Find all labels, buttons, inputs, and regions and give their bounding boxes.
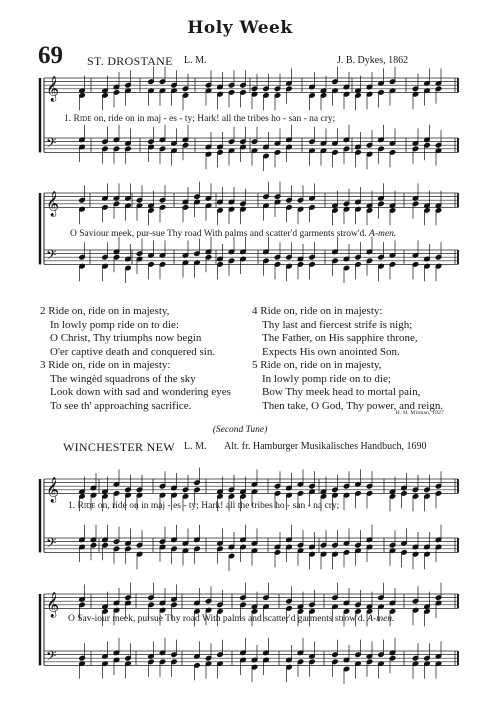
lyric-rest: on, ride on in maj - es - ty; Hark! all the tribes ho - san - na cry;	[91, 114, 336, 124]
verse-line: Then take, O God, Thy power, and reign.	[262, 399, 444, 412]
verse-line: The Father, on His sapphire throne,	[262, 332, 418, 345]
verse-line: 2 Ride on, ride on in majesty,	[40, 305, 170, 317]
verse-line: O Christ, Thy triumphs now begin	[50, 332, 202, 345]
verse-number: 1.	[64, 114, 74, 124]
svg-text:𝄢: 𝄢	[46, 246, 57, 266]
second-tune-label: (Second Tune)	[212, 425, 268, 435]
verse-4	[252, 305, 418, 359]
svg-text:𝄞: 𝄞	[46, 76, 60, 102]
amen-label: A-men.	[369, 229, 397, 239]
verse-5	[252, 359, 443, 413]
verse-line: 4 Ride on, ride on in majesty:	[252, 305, 383, 317]
verse-line: Bow Thy meek head to mortal pain,	[262, 386, 421, 399]
meter-1: L. M.	[184, 55, 207, 66]
verse-line: Expects His own anointed Son.	[262, 345, 400, 358]
svg-text:𝄢: 𝄢	[46, 647, 57, 667]
lyric-line-1	[64, 114, 335, 124]
lyric-text: O Saviour meek, pur-sue Thy road With palms and scatter'd garments strow'd.	[70, 229, 367, 239]
verse-line: 5 Ride on, ride on in majesty,	[252, 359, 382, 371]
hymn-number: 69	[38, 42, 63, 69]
svg-text:𝄢: 𝄢	[46, 134, 57, 154]
lyric-first-word: Ride	[73, 114, 92, 124]
composer-1: J. B. Dykes, 1862	[337, 55, 409, 66]
verse-line: Thy last and fiercest strife is nigh;	[262, 318, 413, 331]
svg-text:𝄞: 𝄞	[46, 191, 60, 217]
verse-line: In lowly pomp ride on to die:	[50, 318, 179, 331]
verse-line: Look down with sad and wondering eyes	[50, 386, 231, 399]
verse-2	[40, 305, 215, 359]
verse-line: The wingèd squadrons of the sky	[50, 372, 196, 385]
svg-text:𝄢: 𝄢	[46, 534, 57, 554]
lyric-first-word: Ride	[77, 501, 96, 511]
lyric-line-2	[70, 229, 396, 239]
lyric-rest: on, ride on in maj - es - ty; Hark! all the tribes ho - san - na cry;	[95, 501, 340, 511]
verse-line: O'er captive death and conquered sin.	[50, 345, 216, 358]
lyric-line-3	[68, 501, 339, 511]
lyric-text: O Sav-iour meek, pursue Thy road With palms and scatter'd garments strow'd.	[68, 614, 365, 624]
meter-2: L. M.	[184, 441, 207, 452]
svg-text:𝄞: 𝄞	[46, 592, 60, 618]
svg-text:𝄞: 𝄞	[46, 477, 60, 503]
attribution: H. H. Milman, 1827	[395, 410, 444, 416]
amen-label: A-men.	[367, 614, 395, 624]
verse-3	[40, 359, 231, 413]
tune-name-2: WINCHESTER NEW	[63, 440, 175, 454]
verse-line: To see th' approaching sacrifice.	[50, 399, 192, 412]
lyric-line-4	[68, 614, 394, 624]
verse-line: 3 Ride on, ride on in majesty:	[40, 359, 171, 371]
verse-line: In lowly pomp ride on to die;	[262, 372, 391, 385]
page-header: Holy Week	[187, 18, 293, 38]
verse-number: 1.	[68, 501, 78, 511]
composer-2: Alt. fr. Hamburger Musikalisches Handbuch, 1690	[224, 441, 427, 452]
tune-name-1: ST. DROSTANE	[87, 54, 173, 68]
